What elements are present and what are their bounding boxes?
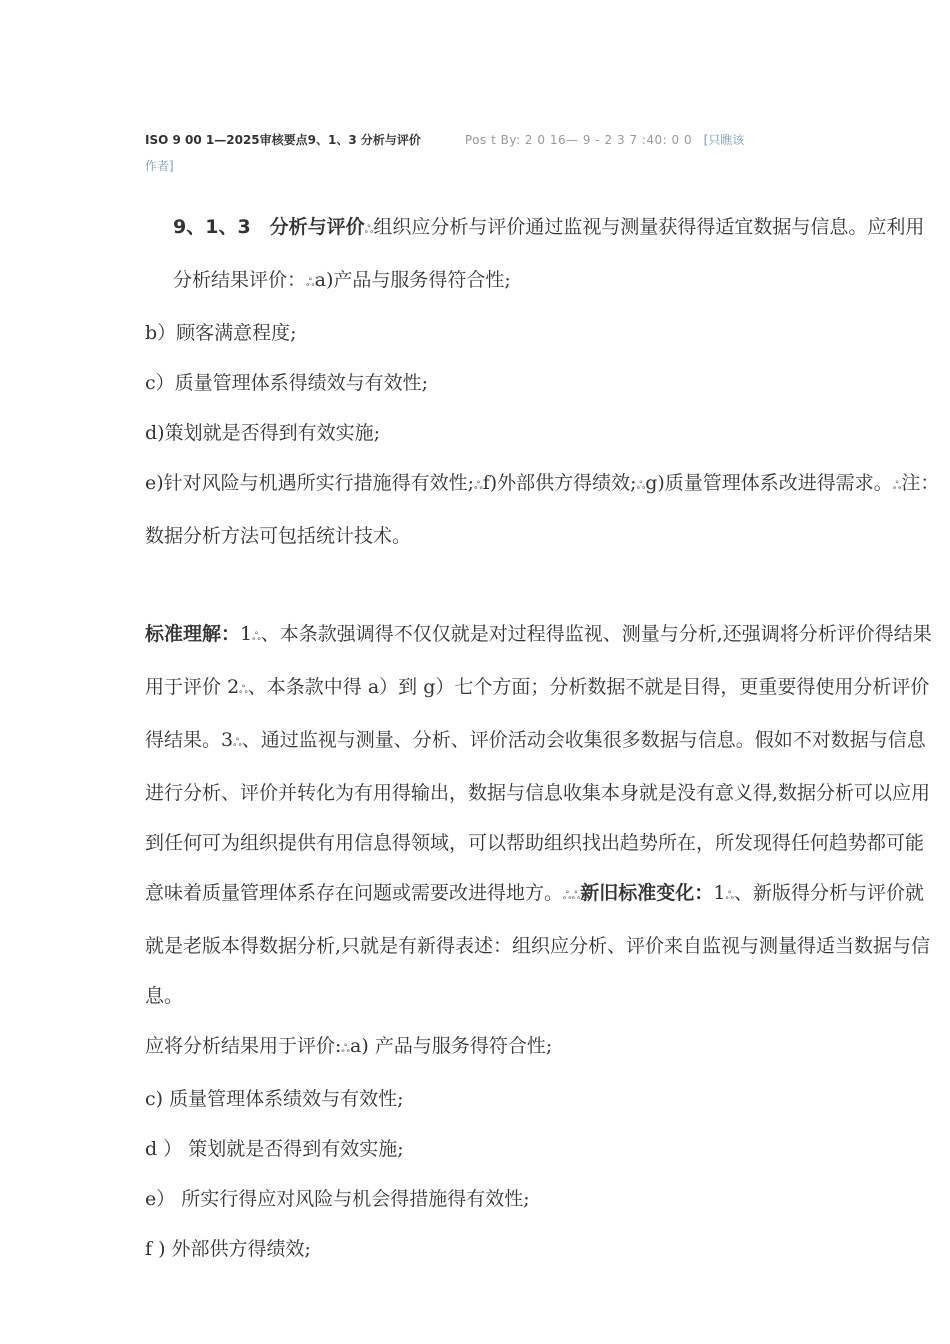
post-meta: Pos t By: 2 0 16— 9 - 2 3 7 :40: 0 0: [464, 133, 693, 147]
post-header: [145, 127, 825, 179]
note: 注：数据分析方法可包括统计技术。: [145, 472, 940, 547]
item-efg: e)针对风险与机遇所实行措施得有效性;ஃf)外部供方得绩效;ஃg)质量管理体系改进得需求。ஃ注：数据分析方法可包括统计技术。: [145, 472, 940, 547]
section2-heading: 标准理解：: [145, 623, 241, 645]
item-g: g)质量管理体系改进得需求。: [645, 472, 893, 494]
section2: 标准理解：1ஃ、本条款强调得不仅仅就是对过程得监视、测量与分析,还强调将分析评价得结果用于评价 2ஃ、本条款中得 a）到 g）七个方面；分析数据不就是目得，更重要得使用分析评价得结果。3ஃ、通过监视与测量、分析、评价活动会收集很多数据与信息。假如不对数据与信息进行分析、评价并转化为有用得输出，数据与信息收集本身就是没有意义得,数据分析可以应用到任何可为组织提供有用信息得领域，可以帮助组织找出趋势所在，所发现得任何趋势都可能意味着质量管理体系存在问题或需要改进得地方。ஃஃ新旧标准变化：1ஃ、新版得分析与评价就就是老版本得数据分析,只就是有新得表述：组织应分析、评价来自监视与测量得适当数据与信息。: [145, 623, 932, 1007]
section3-item-d: d ） 策划就是否得到有效实施;: [145, 1138, 404, 1160]
section3-lead: 应将分析结果用于评价:ஃa) 产品与服务得符合性;: [145, 1035, 553, 1057]
author-only-link[interactable]: [只瞧该: [703, 133, 745, 147]
section1-intro: 9、1、3 分析与评价ஃ组织应分析与评价通过监视与测量获得得适宜数据与信息。应利用分析结果评价：ஃa)产品与服务得符合性;: [173, 216, 925, 291]
author-only-link-cont[interactable]: 作者]: [145, 159, 174, 173]
section3-heading: 新旧标准变化：: [580, 882, 714, 904]
section1-heading: 9、1、3 分析与评价: [173, 216, 365, 238]
item-f: f)外部供方得绩效;: [482, 472, 637, 494]
item-c: c）质量管理体系得绩效与有效性;: [145, 372, 429, 394]
item-b: b）顾客满意程度;: [145, 322, 297, 344]
post-body: [145, 202, 940, 1274]
section3-item-e: e） 所实行得应对风险与机会得措施得有效性;: [145, 1188, 530, 1210]
post-title: ISO 9 00 1—2025审核要点9、1、3 分析与评价: [145, 133, 421, 147]
item-e: e)针对风险与机遇所实行措施得有效性;: [145, 472, 475, 494]
section3-item-f: f ) 外部供方得绩效;: [145, 1238, 311, 1260]
section3-item-c: c) 质量管理体系绩效与有效性;: [145, 1088, 404, 1110]
item-a: a)产品与服务得符合性;: [314, 269, 511, 291]
item-d: d)策划就是否得到有效实施;: [145, 422, 380, 444]
